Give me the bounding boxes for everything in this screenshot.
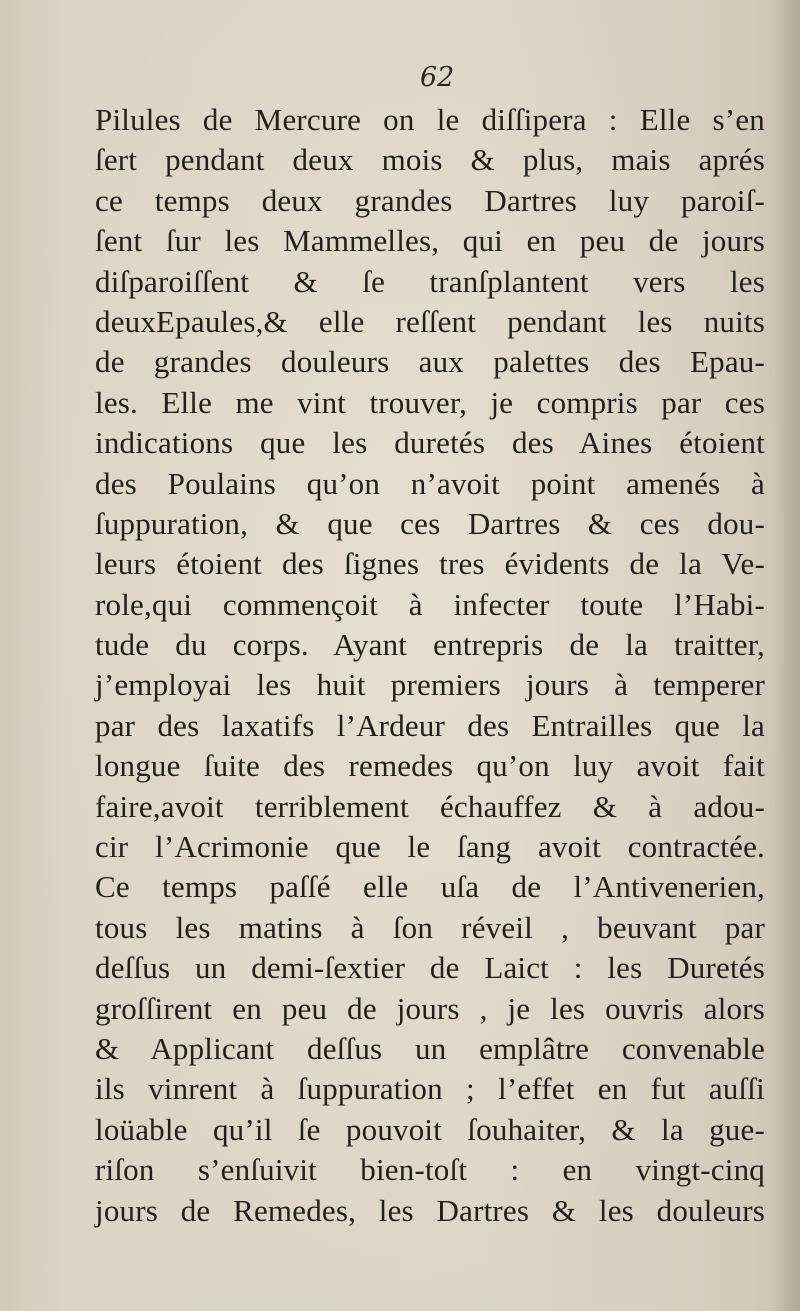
text-line: ſuppuration, & que ces Dartres & ces dou- [95,505,765,541]
text-line: Pilules de Mercure on le diſſipera : Elle s’en [95,102,765,137]
text-line: role,qui commençoit à infecter toute l’Habi- [95,586,765,622]
text-line: leurs étoient des ſignes tres évidents de la Ve- [95,546,765,582]
text-line: jours de Remedes, les Dartres & les douleurs [95,1192,765,1228]
text-line: loüable qu’il ſe pouvoit ſouhaiter, & la gue- [95,1111,765,1147]
text-line: ſent ſur les Mammelles, qui en peu de jours [95,223,765,259]
text-line: deuxEpaules,& elle reſſent pendant les nuits [95,303,765,339]
text-line: riſon s’enſuivit bien-toſt : en vingt-cinq [95,1152,765,1188]
text-line: tous les matins à ſon réveil , beuvant par [95,909,765,945]
text-line: cir l’Acrimonie que le ſang avoit contractée. [95,829,765,865]
text-line: j’employai les huit premiers jours à temperer [95,667,765,703]
page-edge-shadow [774,0,800,1311]
text-line: diſparoiſſent & ſe tranſplantent vers les [95,263,765,299]
text-line: faire,avoit terriblement échauffez & à adou- [95,788,765,824]
text-line: par des laxatifs l’Ardeur des Entrailles que la [95,707,765,743]
text-line: les. Elle me vint trouver, je compris par ces [95,384,765,420]
text-line: deſſus un demi-ſextier de Laict : les Duretés [95,950,765,986]
text-line: de grandes douleurs aux palettes des Epau- [95,344,765,380]
text-line: indications que les duretés des Aines étoient [95,425,765,461]
text-line: ils vinrent à ſuppuration ; l’effet en fut auſſi [95,1071,765,1107]
text-line: & Applicant deſſus un emplâtre convenable [95,1030,765,1066]
text-line: ce temps deux grandes Dartres luy paroiſ- [95,182,765,218]
text-line: groſſirent en peu de jours , je les ouvris alors [95,990,765,1026]
text-line: ſert pendant deux mois & plus, mais aprés [95,142,765,178]
text-line: longue ſuite des remedes qu’on luy avoit fait [95,748,765,784]
text-line: Ce temps paſſé elle uſa de l’Antivenerien, [95,869,765,905]
text-line: des Poulains qu’on n’avoit point amenés à [95,465,765,501]
body-text [95,100,765,1231]
text-line: tude du corps. Ayant entrepris de la traitter, [95,627,765,663]
page-number: 62 [420,62,455,93]
